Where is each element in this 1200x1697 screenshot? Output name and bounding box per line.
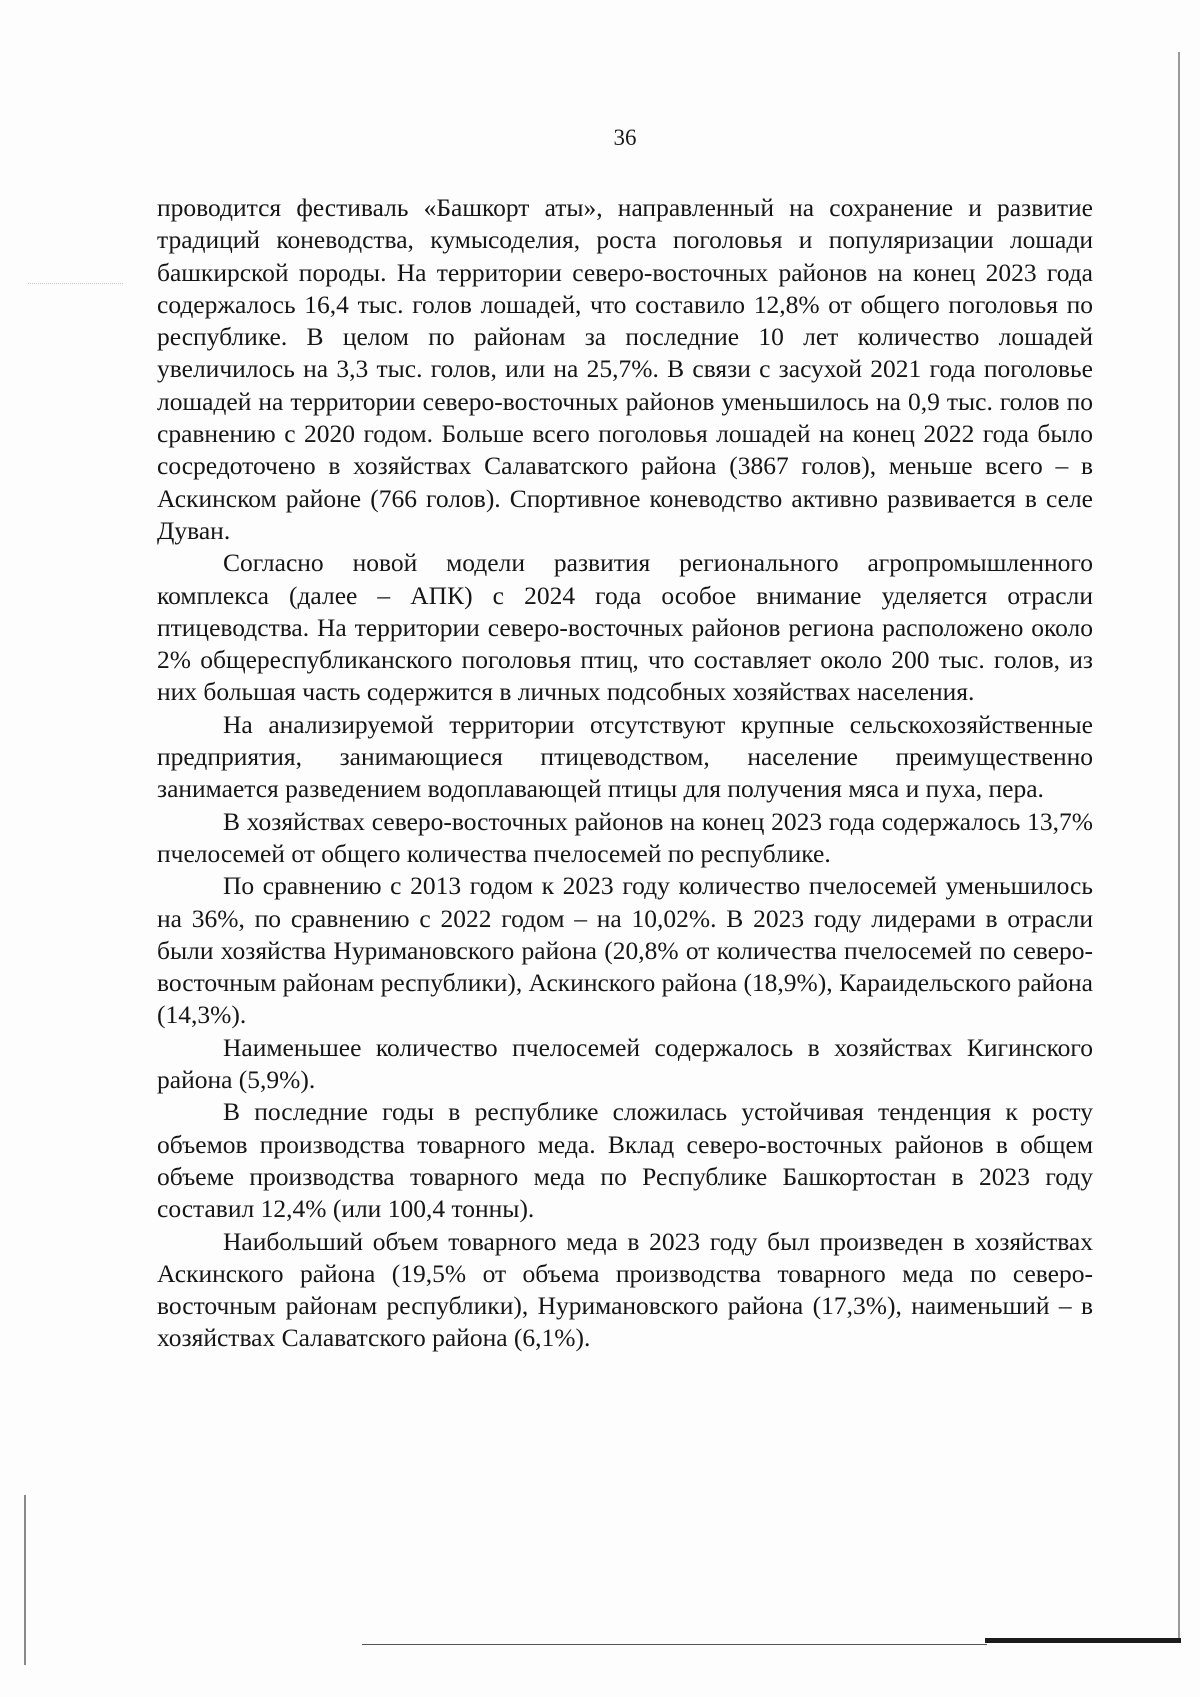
- scan-bottom-bar: [985, 1638, 1181, 1643]
- paragraph: На анализируемой территории отсутствуют крупные сельскохозяйственные предприятия, занимающиеся птицеводством, население преимущественно занимается разведением водоплавающей птицы для получения мяса и пуха, пера.: [157, 709, 1093, 804]
- paragraph: проводится фестиваль «Башкорт аты», направленный на сохранение и развитие традиций коневодства, кумысоделия, роста поголовья и популяризации лошади башкирской породы. На территории северо-восточных районов на конец 2023 года содержалось 16,4 тыс. голов лошадей, что составило 12,8% от общего поголовья по республике. В целом по районам за последние 10 лет количество лошадей увеличилось на 3,3 тыс. голов, или на 25,7%. В связи с засухой 2021 года поголовье лошадей на территории северо-восточных районов уменьшилось на 0,9 тыс. голов по сравнению с 2020 годом. Больше всего поголовья лошадей на конец 2022 года было сосредоточено в хозяйствах Салаватского района (3867 голов), меньше всего – в Аскинском районе (766 голов). Спортивное коневодство активно развивается в селе Дуван.: [157, 193, 1093, 545]
- paragraph: По сравнению с 2013 годом к 2023 году количество пчелосемей уменьшилось на 36%, по сравнению с 2022 годом – на 10,02%. В 2023 году лидерами в отрасли были хозяйства Нуримановского района (20,8% от количества пчелосемей по северо-восточным районам республики), Аскинского района (18,9%), Караидельского района (14,3%).: [157, 871, 1093, 1030]
- paragraph: В хозяйствах северо-восточных районов на конец 2023 года содержалось 13,7% пчелосемей от общего количества пчелосемей по республике.: [157, 806, 1093, 868]
- scan-artifact-dots: [28, 283, 123, 284]
- paragraph: Наименьшее количество пчелосемей содержалось в хозяйствах Кигинского района (5,9%).: [157, 1032, 1093, 1095]
- paragraph: Наибольший объем товарного меда в 2023 году был произведен в хозяйствах Аскинского района (19,5% от объема производства товарного меда по северо-восточным районам республики), Нуримановского района (17,3%), наименьший – в хозяйствах Салаватского района (6,1%).: [157, 1226, 1093, 1353]
- paragraph: Согласно новой модели развития регионального агропромышленного комплекса (далее – АПК) с 2024 года особое внимание уделяется отрасли птицеводства. На территории северо-восточных районов региона расположено около 2% общереспубликанского поголовья птиц, что составляет около 200 тыс. голов, из них большая часть содержится в личных подсобных хозяйствах населения.: [157, 548, 1093, 707]
- page-number: 36: [613, 125, 637, 150]
- paragraph: В последние годы в республике сложилась устойчивая тенденция к росту объемов производства товарного меда. Вклад северо-восточных районов в общем объеме производства товарного меда по Республике Башкортостан в 2023 году составил 12,4% (или 100,4 тонны).: [157, 1097, 1093, 1224]
- scan-bottom-line: [362, 1644, 987, 1645]
- body-text: [157, 192, 1093, 1355]
- scan-edge-right: [1178, 52, 1180, 1642]
- scan-edge-left: [24, 1495, 26, 1665]
